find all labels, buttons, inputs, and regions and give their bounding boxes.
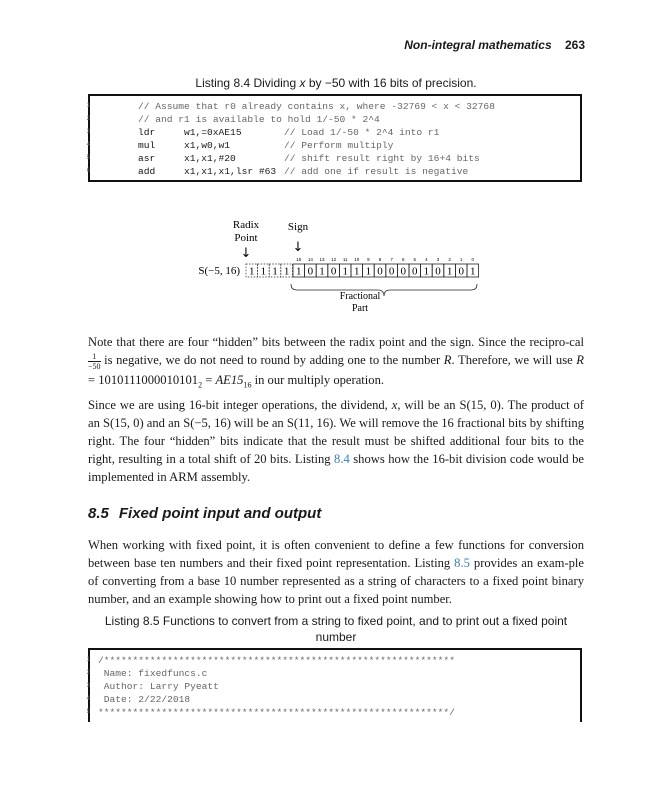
running-header <box>404 38 585 52</box>
para3-text: provides an exam-ple of converting from a base 10 number represented as a string of characters to a fixed point binary number, and an example showing how to print out a fixed point number. <box>88 556 584 606</box>
bit-index: 2 <box>448 257 451 262</box>
bit-index: 7 <box>390 257 393 262</box>
code-text: /************************************************************* <box>98 655 455 666</box>
code-line <box>86 139 580 152</box>
code-instr: asr <box>138 153 156 164</box>
code-line <box>86 706 580 719</box>
line-number: 5 <box>86 709 90 715</box>
code-ops: x1,w0,w1 <box>184 140 231 151</box>
line-number: 2 <box>86 670 90 676</box>
paragraph-integer-ops <box>88 396 584 486</box>
bit-value: 0 <box>435 265 441 278</box>
format-label: S(−5, 16) <box>198 265 240 277</box>
fraction-brace <box>291 284 477 296</box>
binary-value: = 1010111000010101 <box>88 372 199 387</box>
caption-var: x <box>299 76 306 90</box>
hidden-bit-value: 1 <box>272 265 278 278</box>
bit-index: 10 <box>354 257 360 262</box>
fixed-point-diagram <box>0 210 649 320</box>
bit-value: 1 <box>365 265 372 278</box>
code-line <box>86 667 580 680</box>
listing-8-5-code <box>88 648 582 722</box>
fraction-label: Fractional <box>339 291 381 302</box>
bit-index: 11 <box>342 257 348 262</box>
listing-8-4-code <box>88 94 582 182</box>
hidden-bits <box>246 264 292 278</box>
code-comment: // Assume that r0 already contains x, where -32769 < x < 32768 <box>138 101 495 112</box>
bit-value: 1 <box>470 265 476 278</box>
para1-text: is negative, we do not need to round by adding one to the number <box>100 353 444 367</box>
para2-text: shows how the 16-bit division code would be implemented in ARM assembly. <box>88 452 584 484</box>
section-title: Fixed point input and output <box>118 505 322 522</box>
bit-index: 0 <box>471 257 475 262</box>
bit-value: 1 <box>319 265 325 278</box>
code-ops: x1,x1,x1,lsr #63 <box>184 166 277 177</box>
subscript: 2 <box>198 380 203 390</box>
bit-value: 0 <box>388 265 395 278</box>
radix-label: Radix <box>232 219 260 231</box>
code-text: Date: 2/22/2018 <box>98 694 191 705</box>
line-number: 6 <box>86 168 90 174</box>
bit-value: 1 <box>446 265 453 278</box>
bit-index: 6 <box>401 257 405 262</box>
sign-arrow: ↓ <box>292 240 304 255</box>
header-section: Non-integral mathematics <box>404 38 552 52</box>
bit-value: 0 <box>307 265 314 278</box>
code-text: *************************************************************/ <box>98 707 455 718</box>
code-line <box>86 680 580 693</box>
line-number: 1 <box>86 657 90 663</box>
radix-arrow: ↓ <box>240 246 252 261</box>
bit-index: 14 <box>307 257 313 262</box>
listing-ref-link[interactable]: 8.4 <box>334 452 350 466</box>
paragraph-fixed-io <box>88 536 584 608</box>
bit-value: 1 <box>423 265 430 278</box>
bit-value: 0 <box>458 265 464 278</box>
bit-index: 13 <box>319 257 325 262</box>
line-number: 5 <box>86 155 90 161</box>
section-heading <box>88 505 321 522</box>
bit-index: 1 <box>459 257 463 262</box>
caption-suffix: by −50 with 16 bits of precision. <box>305 76 477 90</box>
bit-value: 0 <box>377 265 383 278</box>
bit-index: 9 <box>367 257 370 262</box>
hidden-bit-value: 1 <box>260 265 267 278</box>
code-comment: // shift result right by 16+4 bits <box>284 153 480 164</box>
line-number: 3 <box>86 129 90 135</box>
section-number: 8.5 <box>88 505 109 522</box>
para1-text: Note that there are four “hidden” bits between the radix point and the sign. Since the recipro-cal <box>88 335 584 349</box>
fraction-denominator: −50 <box>88 361 101 371</box>
para1-text: = <box>202 372 216 387</box>
fraction-label: Part <box>351 303 369 314</box>
bit-index: 8 <box>378 257 382 262</box>
bit-value: 0 <box>400 265 406 278</box>
line-number: 1 <box>86 103 90 109</box>
bit-value: 0 <box>412 265 418 278</box>
line-number: 2 <box>86 116 90 122</box>
code-text: Name: fixedfuncs.c <box>98 668 208 679</box>
page-number: 263 <box>564 38 585 52</box>
code-line <box>86 100 580 113</box>
bit-value: 1 <box>354 265 360 278</box>
bit-index: 4 <box>425 257 428 262</box>
listing-8-4-caption <box>88 75 584 91</box>
radix-label: Point <box>234 232 258 244</box>
caption-prefix: Listing 8.4 Dividing <box>195 76 300 90</box>
code-line <box>86 152 580 165</box>
bit-index: 5 <box>413 257 417 262</box>
code-line <box>86 693 580 706</box>
code-text: Author: Larry Pyeatt <box>98 681 219 692</box>
bit-value: 0 <box>330 265 337 278</box>
code-ops: w1,=0xAE15 <box>184 127 242 138</box>
line-number: 4 <box>86 142 90 148</box>
bit-value: 1 <box>296 265 302 278</box>
para1-text: in our multiply operation. <box>251 372 385 387</box>
code-comment: // add one if result is negative <box>284 166 469 177</box>
code-instr: mul <box>138 140 156 151</box>
code-instr: add <box>138 166 156 177</box>
code-line <box>86 165 580 178</box>
para3-text: When working with fixed point, it is often convenient to define a few functions for conversion between base ten numbers and their fixed point representation. Listing <box>88 538 584 570</box>
hidden-bit-value: 1 <box>249 265 255 278</box>
code-comment: // Perform multiply <box>284 140 394 151</box>
code-ops: x1,x1,#20 <box>184 153 236 164</box>
bit-index: 15 <box>296 257 302 262</box>
bit-index-row <box>296 257 474 262</box>
code-comment: // Load 1/-50 * 2^4 into r1 <box>284 127 440 138</box>
var-x: x <box>391 398 398 412</box>
code-instr: ldr <box>138 127 156 138</box>
subscript: 16 <box>243 380 252 390</box>
listing-ref-link[interactable]: 8.5 <box>454 556 470 570</box>
para2-text: , will be an S(15, 0). The product of an S(15, 0) and an S(−5, 16) will be an S(11, 16). We will remove the 16 fractional bits by shifting right. The four “hidden” bits indicate that the result must be shifted additional four bits to the right, resulting in a total shift of 20 bits. Listing <box>88 398 584 466</box>
bit-cells <box>293 264 479 278</box>
line-number: 3 <box>86 683 90 689</box>
code-line <box>86 654 580 667</box>
bit-index: 3 <box>436 257 440 262</box>
paragraph-hidden-bits <box>88 333 584 394</box>
code-line <box>86 113 580 126</box>
bit-index: 12 <box>331 257 337 262</box>
line-number: 4 <box>86 696 90 702</box>
hex-value: AE15 <box>215 372 244 387</box>
sign-label: Sign <box>287 221 309 233</box>
code-line <box>86 126 580 139</box>
var-r: R <box>443 353 452 367</box>
fraction-numerator: 1 <box>88 352 101 362</box>
para1-text: . Therefore, we will use <box>451 353 577 367</box>
hidden-bit-value: 1 <box>283 265 290 278</box>
fraction <box>88 352 101 371</box>
listing-8-5-caption: Listing 8.5 Functions to convert from a string to fixed point, and to print out a fixed point number <box>104 614 568 644</box>
para2-text: Since we are using 16-bit integer operations, the dividend, <box>88 398 392 412</box>
var-r: R <box>576 353 584 367</box>
code-comment: // and r1 is available to hold 1/-50 * 2^4 <box>138 114 380 125</box>
bit-value: 1 <box>342 265 348 278</box>
